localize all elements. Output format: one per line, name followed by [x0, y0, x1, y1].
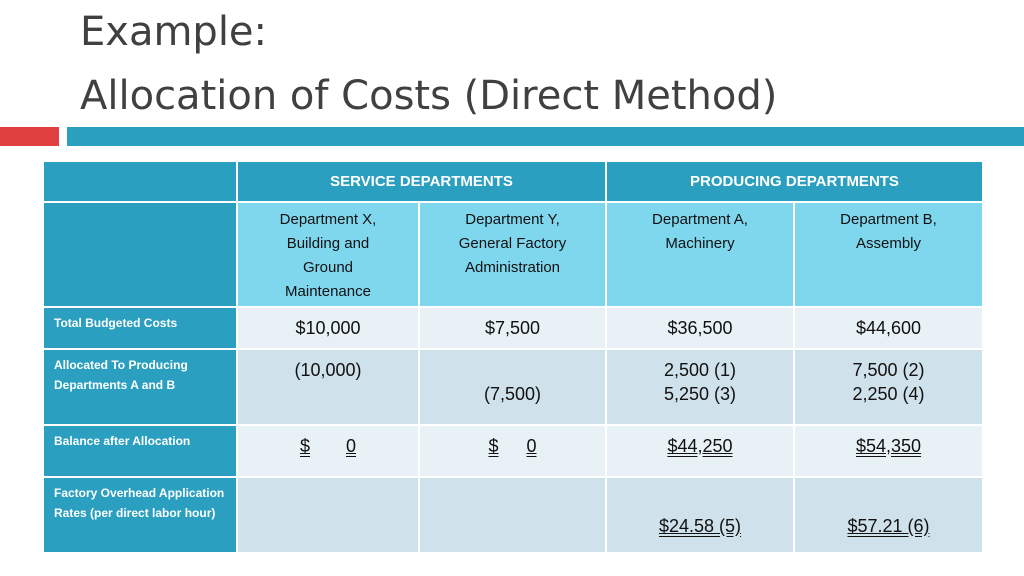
balance-y-sign: $ [488, 436, 499, 456]
balance-x-number: 0 [346, 436, 357, 456]
dept-x-line: Building and [286, 235, 370, 252]
balance-b-value: $54,350 [855, 436, 922, 456]
slide-title [80, 0, 777, 128]
allocated-a-line-1: 2,500 (1) [663, 360, 737, 380]
rates-a [606, 477, 794, 553]
allocated-a [606, 349, 794, 425]
row-label-total-budgeted: Total Budgeted Costs [43, 307, 237, 349]
title-line-2: Allocation of Costs (Direct Method) [80, 73, 778, 119]
header-corner [43, 161, 237, 202]
balance-x [237, 425, 419, 477]
dept-a-line: Machinery [665, 235, 735, 252]
dept-b-name [794, 202, 983, 307]
dept-y-line: Administration [464, 259, 561, 276]
row-label-allocated: Allocated To Producing Departments A and B [43, 349, 237, 425]
total-y: $7,500 [419, 307, 606, 349]
dept-a-name [606, 202, 794, 307]
rates-y [419, 477, 606, 553]
total-a: $36,500 [606, 307, 794, 349]
balance-a-value: $44,250 [667, 436, 733, 456]
total-x: $10,000 [237, 307, 419, 349]
accent-bar-blue [67, 127, 1024, 146]
dept-x-line: Department X, [279, 211, 377, 228]
table-row [43, 477, 983, 553]
balance-b [794, 425, 983, 477]
balance-x-sign: $ [299, 436, 310, 456]
row-label-rates: Factory Overhead Application Rates (per direct labor hour) [43, 477, 237, 553]
balance-y [419, 425, 606, 477]
dept-x-line: Ground [302, 259, 354, 276]
accent-bar-red [0, 127, 59, 146]
balance-a [606, 425, 794, 477]
dept-x-name [237, 202, 419, 307]
dept-a-line: Department A, [652, 211, 748, 228]
title-line-1: Example: [80, 9, 268, 55]
dept-y-line: Department Y, [465, 211, 560, 228]
allocated-b [794, 349, 983, 425]
row-label-balance: Balance after Allocation [43, 425, 237, 477]
cost-allocation-table [42, 160, 984, 554]
department-names-row [43, 202, 983, 307]
dept-b-line: Assembly [855, 235, 922, 252]
rates-a-value: $24.58 (5) [658, 516, 742, 536]
rates-b-value: $57.21 (6) [847, 516, 930, 536]
dept-b-line: Department B, [840, 211, 937, 228]
allocated-y: (7,500) [419, 349, 606, 425]
allocated-b-line-1: 7,500 (2) [852, 360, 925, 380]
total-b: $44,600 [794, 307, 983, 349]
department-corner [43, 202, 237, 307]
dept-y-line: General Factory [458, 235, 567, 252]
allocated-b-line-2: 2,250 (4) [852, 384, 925, 404]
rates-x [237, 477, 419, 553]
header-service-departments: SERVICE DEPARTMENTS [237, 161, 606, 202]
balance-y-number: 0 [526, 436, 537, 456]
dept-x-line: Maintenance [285, 283, 371, 300]
dept-y-name [419, 202, 606, 307]
balance-x-value [300, 436, 356, 456]
table-header-row [43, 161, 983, 202]
table-row [43, 425, 983, 477]
header-producing-departments: PRODUCING DEPARTMENTS [606, 161, 983, 202]
balance-y-value [488, 436, 536, 456]
allocated-x: (10,000) [237, 349, 419, 425]
table-row [43, 349, 983, 425]
allocated-a-line-2: 5,250 (3) [663, 384, 737, 404]
rates-b [794, 477, 983, 553]
table-row [43, 307, 983, 349]
